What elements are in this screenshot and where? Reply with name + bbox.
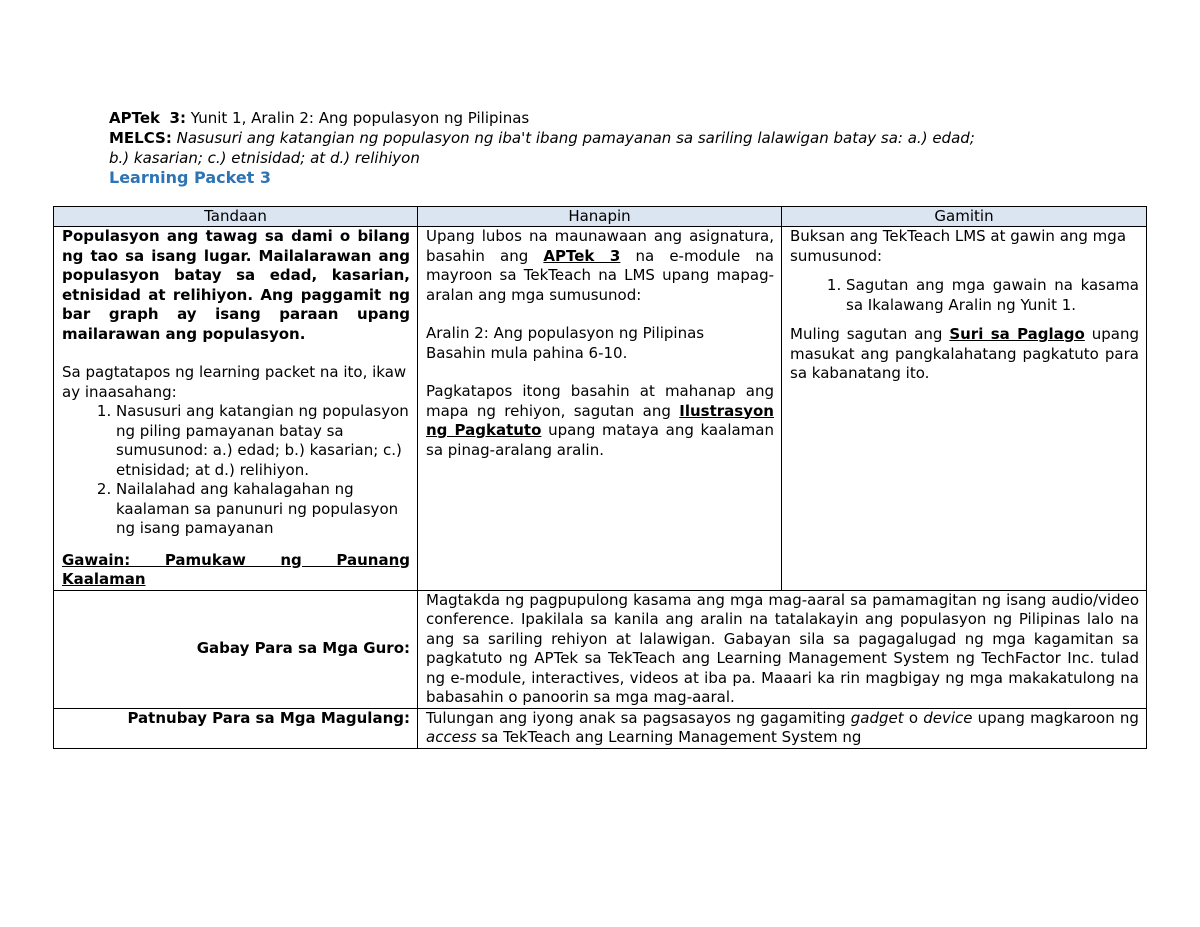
tandaan-summary: Populasyon ang tawag sa dami o bilang ng tao sa isang lugar. Mailalarawan ang populasyon batay sa edad, kasarian, etnisidad at relihiyon. Ang paggamit ng bar graph ay isang paraan upang mailarawan ang populasyon. [62,227,410,343]
tandaan-cell [54,227,418,591]
lesson-title: Yunit 1, Aralin 2: Ang populasyon ng Pilipinas [190,109,530,127]
gamitin-item-1: 1. Sagutan ang mga gawain na kasama sa Ikalawang Aralin ng Yunit 1. [846,276,1139,315]
magulang-text [418,708,1147,748]
hanapin-text-3b: upang mataya ang kaalaman sa pinag-aralang aralin. [426,421,774,459]
header-hanapin: Hanapin [418,207,782,227]
objective-item-1: 1. Nasusuri ang katangian ng populasyon ng piling pamayanan batay sa sumusunod: a.) edad; b.) kasarian; c.) etnisidad; at d.) relihiyon. [116,402,410,480]
tandaan-intro: Sa pagtatapos ng learning packet na ito, ikaw ay inaasahang: [62,363,407,401]
magulang-label: Patnubay Para sa Mga Magulang: [54,708,418,748]
hanapin-cell [418,227,782,591]
lesson-table [53,206,1147,749]
magulang-access: access [426,728,477,746]
hanapin-paragraph-3 [426,382,774,460]
hanapin-text-1a: Upang lubos na maunawaan ang asignatura, basahin ang [426,227,774,265]
melcs-text-1: Nasusuri ang katangian ng populasyon ng iba't ibang pamayanan sa sariling lalawigan batay sa: a.) edad; [176,129,975,147]
magulang-device: device [923,708,973,727]
gamitin-text-2b: upang masukat ang pangkalahatang pagkatuto para sa kabanatang ito. [790,325,1139,382]
melcs-text-2: b.) kasarian; c.) etnisidad; at d.) relihiyon [109,149,420,167]
learning-packet-title: Learning Packet 3 [109,168,272,187]
subject-line [109,108,1109,128]
gawain-title: Gawain: Pamukaw ng Paunang Kaalaman [62,550,410,588]
document-header [109,108,1109,188]
melcs-label: MELCS: [109,129,172,147]
aptek-module-link[interactable]: APTek 3 [543,246,621,265]
table-header-row [54,207,1147,227]
subject-number: 3: [169,109,186,127]
guro-row [54,590,1147,708]
suri-sa-paglago-link[interactable]: Suri sa Paglago [949,325,1085,343]
magulang-gadget: gadget [850,708,904,727]
guro-text: Magtakda ng pagpupulong kasama ang mga mag-aaral sa pamamagitan ng isang audio/video conference. Ipakilala sa kanila ang aralin na tatalakayin ang populasyon ng Pilipinas lalo na ang sa sariling rehiyon at lalawigan. Gabayan sila sa pagagalugad ng mga kagamitan sa pagkatuto ng APTek sa TekTeach ang Learning Management System ng TechFactor Inc. tulad ng e-module, interactives, videos at iba pa. Maaari ka rin magbigay ng mga makakatulong na babasahin o panoorin sa mga mag-aaral. [418,590,1147,708]
objectives-list [62,402,410,539]
content-row [54,227,1147,591]
gamitin-paragraph-2 [790,325,1139,384]
aralin-title: Aralin 2: Ang populasyon ng Pilipinas [426,324,705,342]
magulang-text-2: o [908,708,919,727]
subject-name: APTek [109,109,160,127]
gamitin-text-2a: Muling sagutan ang [790,325,943,343]
header-tandaan: Tandaan [54,207,418,227]
header-gamitin: Gamitin [782,207,1147,227]
gamitin-intro: Buksan ang TekTeach LMS at gawin ang mga sumusunod: [790,227,1127,265]
hanapin-text-3a: Pagkatapos itong basahin at mahanap ang mapa ng rehiyon, sagutan ang [426,382,774,420]
melcs-line [109,128,1109,148]
hanapin-paragraph-1 [426,227,774,305]
magulang-text-3: upang magkaroon ng [977,708,1139,727]
ilustrasyon-link[interactable]: Ilustrasyon ng Pagkatuto [426,401,774,439]
magulang-row [54,708,1147,748]
melcs-line-2 [109,148,1109,168]
magulang-text-1: Tulungan ang iyong anak sa pagsasayos ng gagamiting [426,708,846,727]
objective-item-2: 2. Nailalahad ang kahalagahan ng kaalaman sa panunuri ng populasyon ng isang pamayanan [116,480,410,539]
guro-label: Gabay Para sa Mga Guro: [54,590,418,708]
gamitin-cell [782,227,1147,591]
gamitin-list [790,276,1139,315]
hanapin-text-1b: na e-module na mayroon sa TekTeach na LMS upang mapag-aralan ang mga sumusunod: [426,246,774,304]
magulang-text-4: sa TekTeach ang Learning Management System ng [481,728,862,746]
aralin-pages: Basahin mula pahina 6-10. [426,343,628,362]
